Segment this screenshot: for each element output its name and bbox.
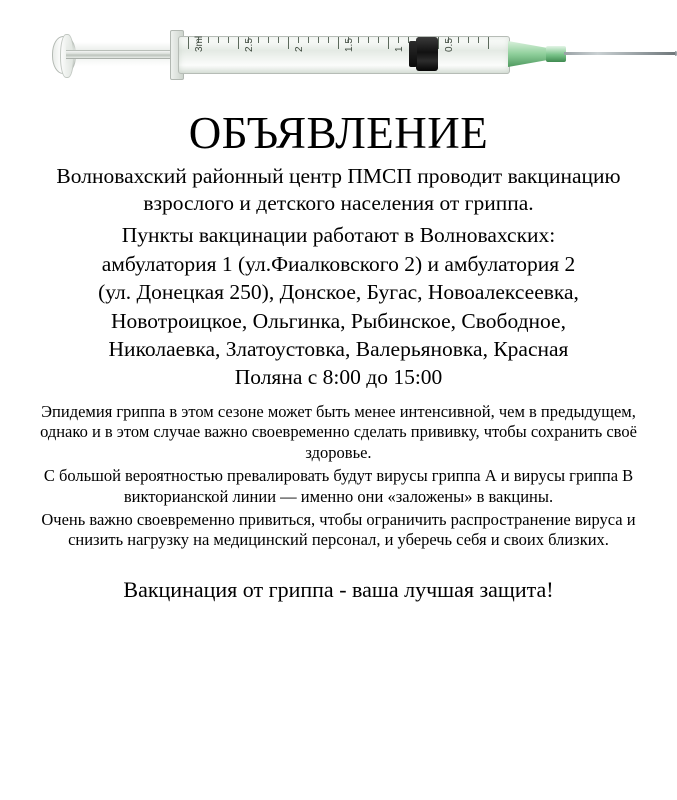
scale-tick: [278, 37, 279, 43]
scale-tick: [468, 37, 469, 43]
scale-label: 1.5: [344, 38, 355, 52]
plunger-rod: [66, 50, 181, 59]
needle-hub: [546, 46, 566, 62]
scale-tick: [488, 37, 489, 49]
scale-label: 3ml: [194, 35, 205, 52]
vaccination-points: [14, 221, 663, 391]
poster-content: [0, 110, 677, 604]
scale-tick: [238, 37, 239, 49]
body-paragraph: Эпидемия гриппа в этом сезоне может быть менее интенсивной, чем в предыдущем, однако и в этом случае важно своевременно сделать прививку, чтобы сохранить своё здоровье.: [40, 401, 637, 463]
points-line: Пункты вакцинации работают в Волновахских:: [121, 223, 556, 248]
scale-tick: [318, 37, 319, 43]
lead-paragraph: Волновахский районный центр ПМСП проводит вакцинацию взрослого и детского населения от гриппа.: [56, 164, 621, 216]
points-line: амбулатория 1 (ул.Фиалковского 2) и амбулатория 2: [101, 251, 576, 276]
body-text: [34, 402, 643, 551]
scale-tick: [438, 37, 439, 49]
scale-tick: [268, 37, 269, 43]
scale-tick: [258, 37, 259, 43]
scale-label: 0.5: [444, 38, 455, 52]
scale-tick: [298, 37, 299, 43]
scale-tick: [398, 37, 399, 43]
points-line: (ул. Донецкая 250), Донское, Бугас, Новоалексеевка,: [98, 280, 579, 305]
points-line: Николаевка, Златоустовка, Валерьяновка, Красная: [108, 336, 569, 361]
scale-label: 2: [294, 46, 305, 52]
scale-tick: [188, 37, 189, 49]
body-paragraph: Очень важно своевременно привиться, чтобы ограничить распространение вируса и снизить нагрузку на медицинский персонал, и уберечь себя и своих близких.: [41, 509, 636, 550]
scale-tick: [328, 37, 329, 43]
scale-label: 2.5: [244, 38, 255, 52]
scale-tick: [378, 37, 379, 43]
syringe-illustration: [0, 0, 677, 108]
body-paragraph: С большой вероятностью превалировать будут вирусы гриппа А и вирусы гриппа В викторианской линии — именно они «заложены» в вакцины.: [43, 466, 634, 506]
scale-tick: [228, 37, 229, 43]
scale-label: 1: [394, 46, 405, 52]
scale-tick: [478, 37, 479, 43]
scale-tick: [338, 37, 339, 49]
scale-labels: [188, 35, 498, 68]
scale-tick: [458, 37, 459, 43]
scale-tick: [308, 37, 309, 43]
plunger-head: [416, 37, 438, 71]
needle: [564, 52, 676, 55]
scale-tick: [208, 37, 209, 43]
points-line: Новотроицкое, Ольгинка, Рыбинское, Свободное,: [111, 308, 566, 333]
scale-tick: [358, 37, 359, 43]
scale-tick: [368, 37, 369, 43]
slogan: Вакцинация от гриппа - ваша лучшая защита!: [123, 577, 554, 603]
syringe-graphic: [38, 28, 638, 80]
scale-tick: [218, 37, 219, 43]
scale-tick: [288, 37, 289, 49]
page-title: ОБЪЯВЛЕНИЕ: [188, 108, 489, 158]
scale-tick: [388, 37, 389, 49]
points-line: Поляна с 8:00 до 15:00: [234, 365, 443, 390]
